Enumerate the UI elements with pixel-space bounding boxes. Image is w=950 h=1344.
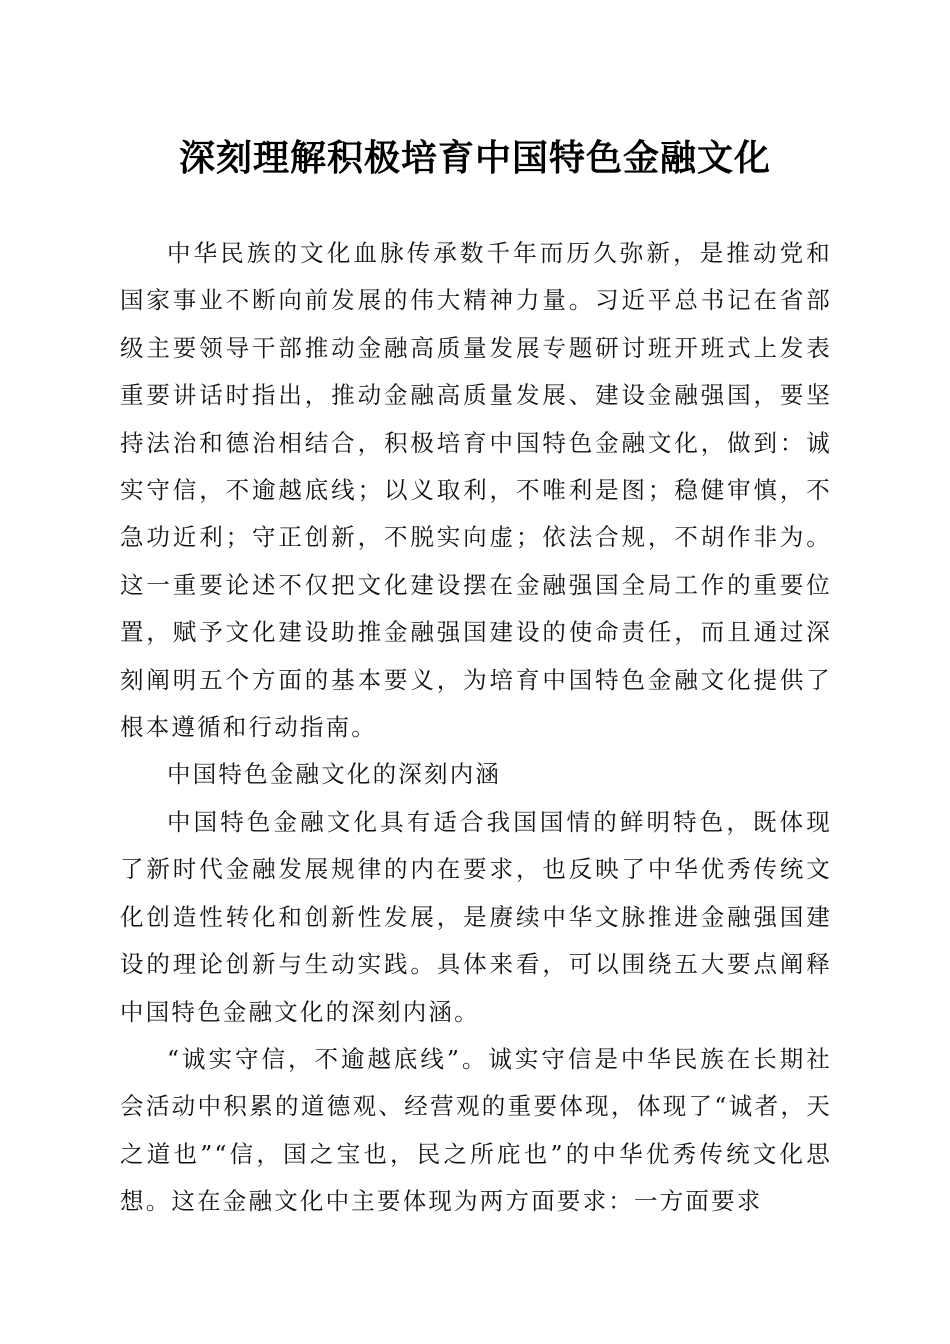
paragraph-intro: 中华民族的文化血脉传承数千年而历久弥新，是推动党和国家事业不断向前发展的伟大精神力量。习近平总书记在省部级主要领导干部推动金融高质量发展专题研讨班开班式上发表重要讲话时指出，推动金融高质量发展、建设金融强国，要坚持法治和德治相结合，积极培育中国特色金融文化，做到：诚实守信，不逾越底线；以义取利，不唯利是图；稳健审慎，不急功近利；守正创新，不脱实向虚；依法合规，不胡作非为。这一重要论述不仅把文化建设摆在金融强国全局工作的重要位置，赋予文化建设助推金融强国建设的使命责任，而且通过深刻阐明五个方面的基本要义，为培育中国特色金融文化提供了根本遵循和行动指南。 — [120, 239, 832, 742]
section-heading: 中国特色金融文化的深刻内涵 — [167, 760, 502, 789]
paragraph-section-intro: 中国特色金融文化具有适合我国国情的鲜明特色，既体现了新时代金融发展规律的内在要求，也反映了中华优秀传统文化创造性转化和创新性发展，是赓续中华文脉推进金融强国建设的理论创新与生动实践。具体来看，可以围绕五大要点阐释中国特色金融文化的深刻内涵。 — [120, 807, 832, 1026]
paragraph-honesty: “诚实守信，不逾越底线”。诚实守信是中华民族在长期社会活动中积累的道德观、经营观的重要体现，体现了“诚者，天之道也”“信，国之宝也，民之所庇也”的中华优秀传统文化思想。这在金融文化中主要体现为两方面要求：一方面要求 — [120, 1044, 832, 1216]
document-title: 深刻理解积极培育中国特色金融文化 — [178, 137, 771, 179]
document-body — [120, 230, 832, 1226]
